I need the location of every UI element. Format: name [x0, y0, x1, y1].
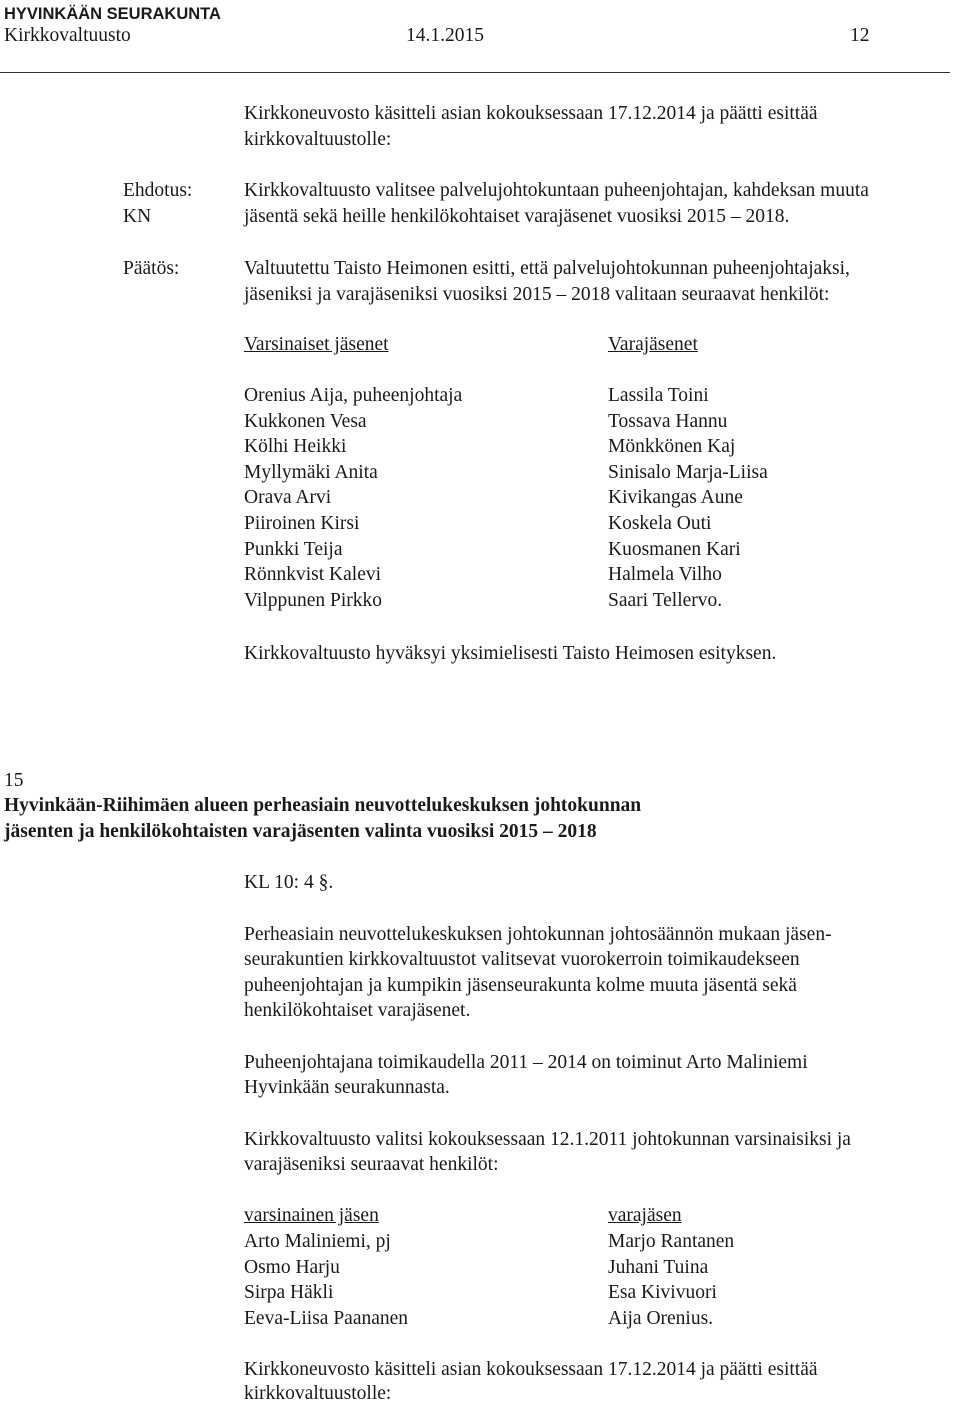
- intro-line-2: kirkkovaltuustolle:: [244, 129, 392, 150]
- item-number: 15: [4, 770, 24, 791]
- para4-line-2: kirkkovaltuustolle:: [244, 1383, 392, 1404]
- members-list: [244, 383, 462, 613]
- members-heading: Varsinaiset jäsenet: [244, 334, 389, 355]
- proposal-line-1: Kirkkovaltuusto valitsee palvelujohtokuntaan puheenjohtajan, kahdeksan muuta: [244, 180, 869, 201]
- para1-line-2: seurakuntien kirkkovaltuustot valitsevat vuorokerroin toimikaudekseen: [244, 949, 800, 970]
- deputies-list: [608, 383, 768, 613]
- legal-reference: KL 10: 4 §.: [244, 872, 334, 893]
- list-item: Aija Orenius.: [608, 1307, 714, 1329]
- list-item: Orenius Aija, puheenjohtaja: [244, 385, 463, 406]
- decision-label: Päätös:: [123, 258, 180, 279]
- para3-line-2: varajäseniksi seuraavat henkilöt:: [244, 1154, 499, 1175]
- para1-line-1: Perheasiain neuvottelukeskuksen johtokunnan johtosäännön mukaan jäsen-: [244, 924, 832, 945]
- proposal-label: Ehdotus:: [123, 180, 193, 201]
- para2-line-2: Hyvinkään seurakunnasta.: [244, 1077, 450, 1098]
- list-item: Arto Maliniemi, pj: [244, 1231, 391, 1252]
- para4-line-1: Kirkkoneuvosto käsitteli asian kokouksessaan 17.12.2014 ja päätti esittää: [244, 1359, 818, 1380]
- meeting-date: 14.1.2015: [406, 25, 484, 46]
- header-rule: [0, 72, 950, 73]
- decision-line-2: jäseniksi ja varajäseniksi vuosiksi 2015 – 2018 valitaan seuraavat henkilöt:: [244, 284, 830, 305]
- list-item: Osmo Harju: [244, 1256, 340, 1278]
- list-item: Piiroinen Kirsi: [244, 512, 360, 534]
- page-number: 12: [850, 25, 870, 46]
- deputies-heading: varajäsen: [608, 1205, 682, 1226]
- proposal-line-2: jäsentä sekä heille henkilökohtaiset varajäsenet vuosiksi 2015 – 2018.: [244, 206, 790, 227]
- list-item: Sirpa Häkli: [244, 1282, 334, 1304]
- list-item: Koskela Outi: [608, 512, 712, 534]
- body-name: Kirkkovaltuusto: [4, 25, 131, 46]
- para2-line-1: Puheenjohtajana toimikaudella 2011 – 2014 on toiminut Arto Maliniemi: [244, 1052, 808, 1073]
- para3-line-1: Kirkkovaltuusto valitsi kokouksessaan 12.1.2011 johtokunnan varsinaisiksi ja: [244, 1129, 851, 1150]
- para1-line-4: henkilökohtaiset varajäsenet.: [244, 1000, 471, 1021]
- deputies-heading: Varajäsenet: [608, 334, 698, 355]
- list-item: Sinisalo Marja-Liisa: [608, 461, 768, 483]
- item-title-line-1: Hyvinkään-Riihimäen alueen perheasiain neuvottelukeskuksen johtokunnan: [4, 795, 642, 816]
- list-item: Orava Arvi: [244, 487, 332, 509]
- list-item: Punkki Teija: [244, 538, 343, 560]
- proposal-by: KN: [123, 206, 152, 227]
- list-item: Esa Kivivuori: [608, 1282, 717, 1304]
- item-title-line-2: jäsenten ja henkilökohtaisten varajäsenten valinta vuosiksi 2015 – 2018: [4, 821, 597, 842]
- list-item: Mönkkönen Kaj: [608, 436, 736, 458]
- list-item: Tossava Hannu: [608, 410, 728, 432]
- decision-closing: Kirkkovaltuusto hyväksyi yksimielisesti Taisto Heimosen esityksen.: [244, 643, 777, 664]
- deputies-list: [608, 1229, 734, 1331]
- members-list: [244, 1229, 408, 1331]
- list-item: Marjo Rantanen: [608, 1231, 735, 1252]
- list-item: Kukkonen Vesa: [244, 410, 367, 432]
- organization-name: HYVINKÄÄN SEURAKUNTA: [4, 5, 221, 23]
- list-item: Kivikangas Aune: [608, 487, 743, 509]
- intro-line-1: Kirkkoneuvosto käsitteli asian kokouksessaan 17.12.2014 ja päätti esittää: [244, 103, 818, 124]
- para1-line-3: puheenjohtajan ja kumpikin jäsenseurakunta kolme muuta jäsentä sekä: [244, 975, 797, 996]
- members-heading: varsinainen jäsen: [244, 1205, 379, 1226]
- list-item: Saari Tellervo.: [608, 589, 723, 611]
- list-item: Lassila Toini: [608, 385, 709, 406]
- decision-line-1: Valtuutettu Taisto Heimonen esitti, että palvelujohtokunnan puheenjohtajaksi,: [244, 258, 850, 279]
- list-item: Eeva-Liisa Paananen: [244, 1307, 409, 1329]
- list-item: Vilppunen Pirkko: [244, 589, 383, 611]
- list-item: Halmela Vilho: [608, 564, 722, 586]
- list-item: Myllymäki Anita: [244, 461, 378, 483]
- list-item: Juhani Tuina: [608, 1256, 709, 1278]
- list-item: Kuosmanen Kari: [608, 538, 741, 560]
- list-item: Rönnkvist Kalevi: [244, 564, 382, 586]
- list-item: Kölhi Heikki: [244, 436, 347, 458]
